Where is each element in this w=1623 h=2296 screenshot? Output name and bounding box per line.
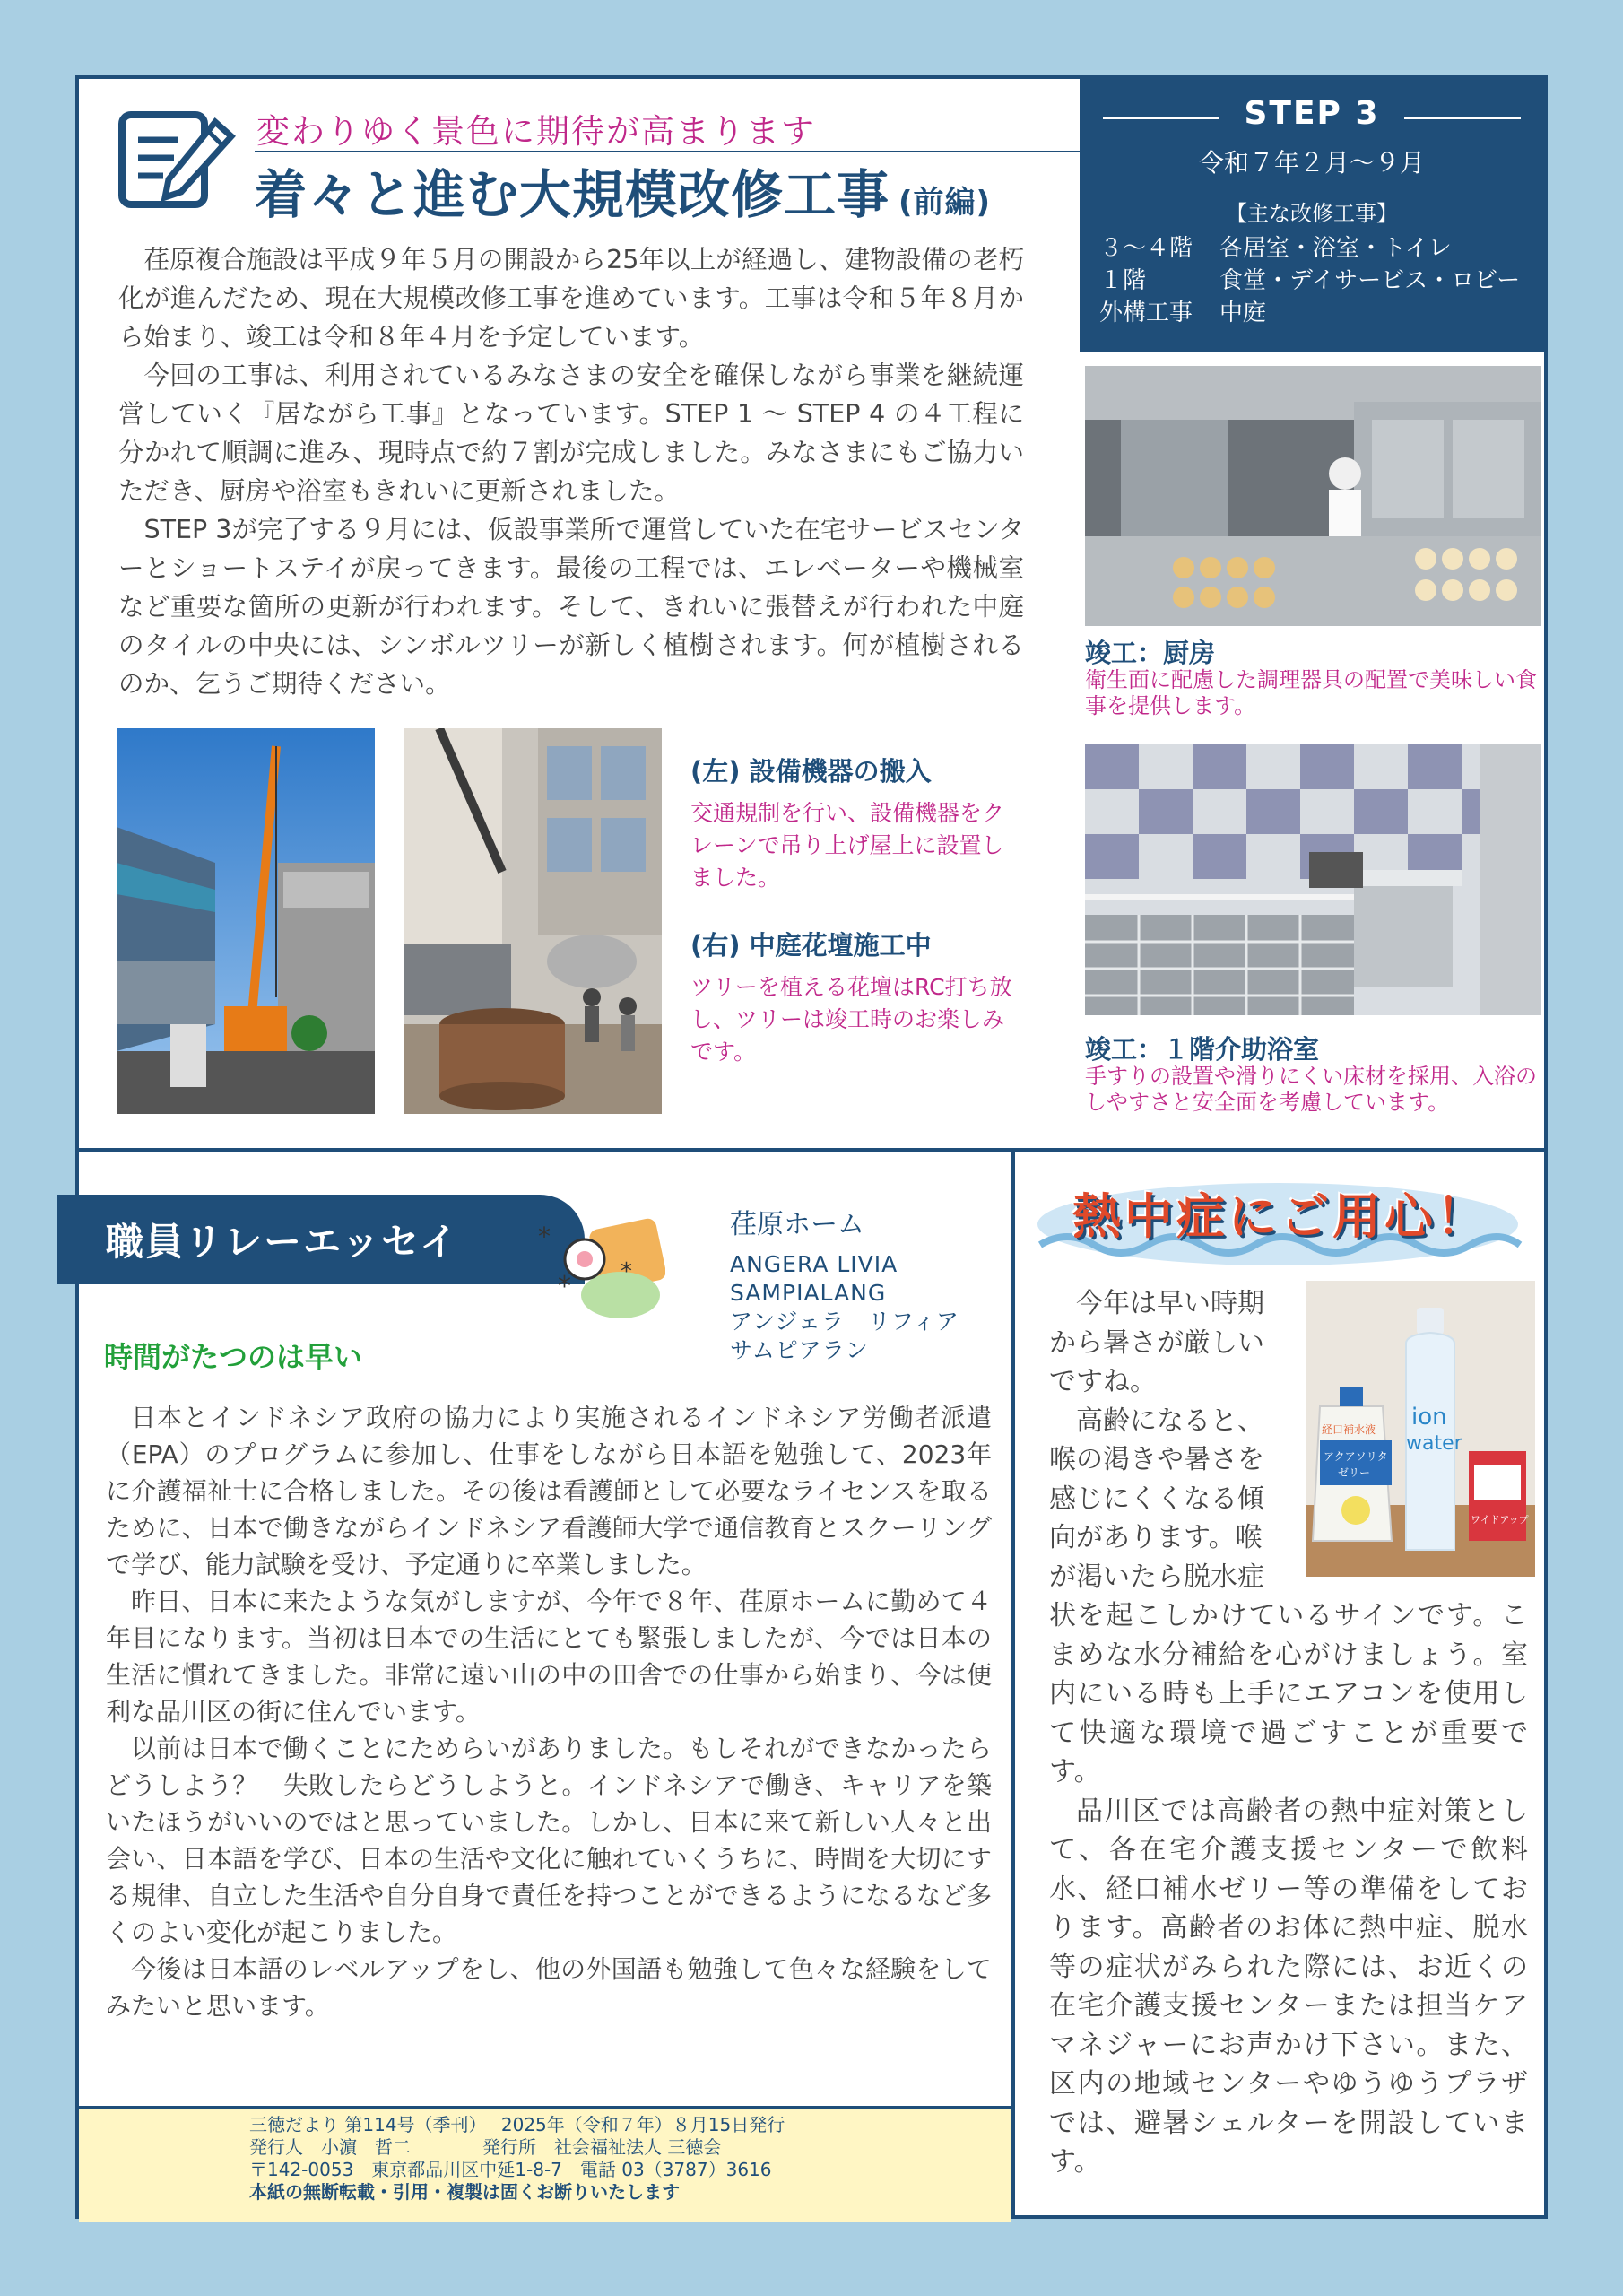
step-row xyxy=(1099,262,1520,295)
article-body xyxy=(118,240,1024,703)
author-name-en: SAMPIALANG xyxy=(730,1280,887,1306)
essay-paragraph: 今後は日本語のレベルアップをし、他の外国語も勉強して色々な経験をしてみたいと思います。 xyxy=(106,1954,992,2021)
footer-line: 三徳だより 第114号（季刊） 2025年（令和７年）８月15日発行 xyxy=(249,2114,785,2135)
essay-paragraph: 日本とインドネシア政府の協力により実施されるインドネシア労働者派遣（EPA）のプログラムに参加し、仕事をしながら日本語を勉強して、2023年に介護福祉士に合格しました。その後は看護師として必要なライセンスを取るために、日本で働きながらインドネシア看護師大学で通信教育とスクーリングで学び、能力試験を受け、予定通りに卒業しました。 xyxy=(106,1403,992,1579)
step-title: STEP 3 xyxy=(1244,95,1380,132)
essay-banner-label: 職員リレーエッセイ xyxy=(106,1220,459,1264)
step-box xyxy=(1080,79,1544,352)
intro-line: 向があります。喉 xyxy=(1049,1522,1263,1553)
article-title xyxy=(255,152,991,228)
horizontal-divider xyxy=(79,1148,1544,1152)
step-row xyxy=(1099,294,1266,327)
kitchen-caption-title: 竣工：厨房 xyxy=(1085,638,1216,668)
article-kicker: 変わりゆく景色に期待が高まります xyxy=(256,112,816,151)
caption-title: (右) 中庭花壇施工中 xyxy=(690,930,932,961)
intro-line: ですね。 xyxy=(1049,1366,1157,1397)
author-name-ja: サムピアラン xyxy=(730,1337,869,1363)
essay-paragraph: 以前は日本で働くことにためらいがありました。もしそれができなかったらどうしよう？ 失敗したらどうしようと。インドネシアで働き、キャリアを築いたほうがいいのではと思っていました。しかし、日本に来て新しい人々と出会い、日本語を学び、日本の生活や文化に触れていくうちに、時間を大切にする規律、自立した生活や自分自身で責任を持つことができるようになるなど多くのよい変化が起こりました。 xyxy=(106,1734,992,1947)
step-row xyxy=(1099,230,1452,263)
essay-paragraph: 昨日、日本に来たような気がしますが、今年で８年、荏原ホームに勤めて４年目になります。当初は日本での生活にとても緊張しましたが、今では日本の生活に慣れてきました。非常に遠い山の中の田舎での仕事から始まり、今は便利な品川区の街に住んでいます。 xyxy=(106,1587,992,1726)
essay-home: 荏原ホーム xyxy=(730,1209,864,1240)
essay-body xyxy=(106,1399,992,2024)
footer-line: 〒142-0053 東京都品川区中延1-8-7 電話 03（3787）3616 xyxy=(249,2159,772,2180)
author-name-en: ANGERA LIVIA xyxy=(730,1251,898,1277)
caption-right xyxy=(690,926,1022,1068)
drink-label: water xyxy=(1406,1432,1462,1455)
heatstroke-paragraph: 状を起こしかけているサインです。こまめな水分補給を心がけましょう。室内にいる時も上手にエアコンを使用して快適な環境で過ごすことが重要です。 xyxy=(1049,1600,1528,1787)
article-title-suffix: (前編) xyxy=(898,185,992,221)
author-name-ja: アンジェラ リフィア xyxy=(730,1309,959,1335)
article-paragraph: STEP 3が完了する９月には、仮設事業所で運営していた在宅サービスセンターとショートステイが戻ってきます。最後の工程では、エレベーターや機械室など重要な箇所の更新が行われます。そして、きれいに張替えが行われた中庭のタイルの中央には、シンボルツリーが新しく植樹されます。何が植樹されるのか、乞うご期待ください。 xyxy=(118,515,1024,699)
drink-label: ion xyxy=(1411,1404,1447,1431)
step-floor: １階 xyxy=(1099,267,1147,294)
step-desc: 中庭 xyxy=(1219,300,1267,326)
drink-label: ワイドアップ xyxy=(1471,1514,1529,1526)
intro-line: 今年は早い時期 xyxy=(1076,1288,1264,1319)
drink-label: 経口補水液 xyxy=(1322,1423,1376,1436)
step-desc: 各居室・浴室・トイレ xyxy=(1219,235,1452,262)
caption-title: (左) 設備機器の搬入 xyxy=(690,756,932,787)
step-rule-right xyxy=(1404,117,1521,119)
photo-flowerbed xyxy=(404,728,662,1114)
caption-text: ツリーを植える花壇はRC打ち放し、ツリーは竣工時のお楽しみです。 xyxy=(690,974,1012,1065)
footer-notice: 本紙の無断転載・引用・複製は固くお断りいたします xyxy=(249,2181,680,2203)
heatstroke-paragraph: 品川区では高齢者の熱中症対策として、各在宅介護支援センターで飲料水、経口補水ゼリー等の準備をしております。高齢者のお体に熱中症、脱水等の症状がみられた際には、お近くの在宅介護支援センターまたは担当ケアマネジャーにお声かけ下さい。また、区内の地域センターやゆうゆうプラザでは、避暑シェルターを開設しています。 xyxy=(1049,1795,1528,2178)
svg-text:*: * xyxy=(538,1222,551,1251)
essay-author xyxy=(730,1250,959,1365)
flower-illustration-icon xyxy=(531,1205,665,1322)
photo-crane xyxy=(117,728,375,1114)
vertical-divider xyxy=(1011,1152,1015,2219)
bath-caption-title: 竣工：１階介助浴室 xyxy=(1085,1034,1320,1065)
intro-line: が渇いたら脱水症 xyxy=(1049,1561,1264,1593)
essay-title: 時間がたつのは早い xyxy=(104,1340,363,1374)
heatstroke-intro xyxy=(1049,1284,1300,1596)
newsletter-page xyxy=(75,75,1548,2219)
bath-caption-text: 手すりの設置や滑りにくい床材を採用、入浴のしやすさと安全面を考慮しています。 xyxy=(1085,1064,1537,1115)
step-floor: 外構工事 xyxy=(1099,300,1193,326)
heatstroke-body xyxy=(1049,1596,1528,2182)
svg-text:*: * xyxy=(621,1258,632,1285)
intro-line: 喉の渇きや暑さを xyxy=(1049,1444,1264,1475)
footer-line: 発行人 小濵 哲二 発行所 社会福祉法人 三徳会 xyxy=(249,2136,722,2158)
photo-drinks xyxy=(1306,1281,1535,1577)
article-title-main: 着々と進む大規模改修工事 xyxy=(255,164,890,225)
svg-text:*: * xyxy=(558,1271,571,1302)
drink-label: アクアソリタ xyxy=(1324,1450,1388,1463)
caption-text: 交通規制を行い、設備機器をクレーンで吊り上げ屋上に設置しました。 xyxy=(690,800,1005,891)
heatstroke-title: 熱中症にご用心！ xyxy=(1072,1188,1488,1245)
step-subtitle: 【主な改修工事】 xyxy=(1226,201,1398,226)
intro-line: から暑さが厳しい xyxy=(1049,1326,1264,1359)
step-desc: 食堂・デイサービス・ロビー xyxy=(1219,267,1521,294)
intro-line: 感じにくくなる傾 xyxy=(1049,1483,1264,1515)
article-icon xyxy=(115,106,240,213)
photo-bathroom xyxy=(1085,744,1541,1015)
article-paragraph: 今回の工事は、利用されているみなさまの安全を確保しながら事業を継続運営していく『居ながら工事』となっています。STEP 1 ～ STEP 4 の４工程に分かれて順調に進み、現時点で約７割が完成しました。みなさまにもご協力いただき、厨房や浴室もきれいに更新されました。 xyxy=(118,361,1024,506)
step-floor: ３～４階 xyxy=(1099,235,1193,262)
intro-line: 高齢になると、 xyxy=(1076,1405,1264,1437)
publication-footer xyxy=(79,2106,1011,2222)
photo-kitchen xyxy=(1085,366,1541,626)
caption-left xyxy=(690,752,1022,894)
kitchen-caption-text: 衛生面に配慮した調理器具の配置で美味しい食事を提供します。 xyxy=(1085,667,1537,718)
step-period: 令和７年２月～９月 xyxy=(1198,148,1425,178)
article-paragraph: 荏原複合施設は平成９年５月の開設から25年以上が経過し、建物設備の老朽化が進んだため、現在大規模改修工事を進めています。工事は令和５年８月から始まり、竣工は令和８年４月を予定しています。 xyxy=(118,245,1024,352)
drink-label: ゼリー xyxy=(1338,1466,1371,1479)
